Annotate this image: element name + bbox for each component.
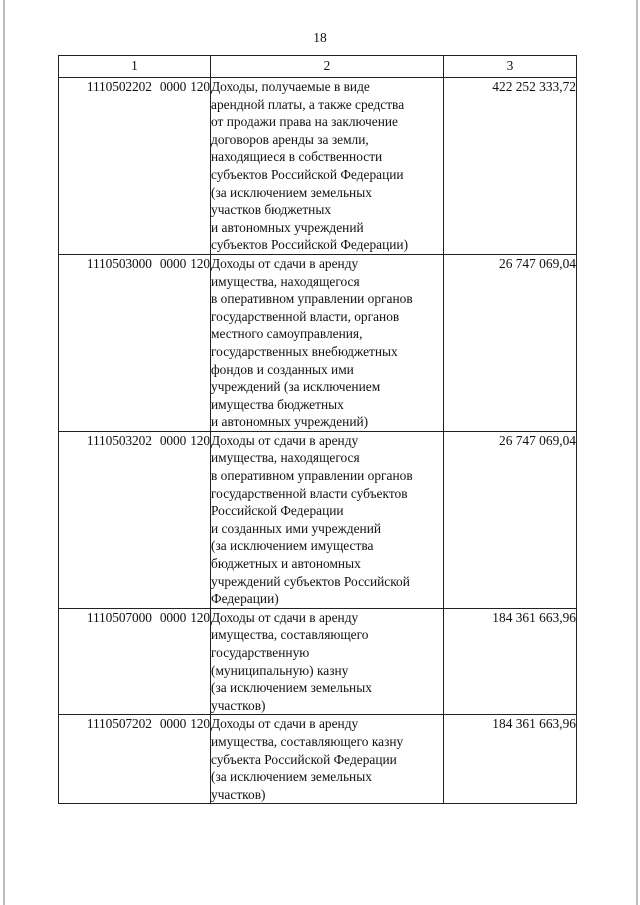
revenue-description — [211, 78, 444, 255]
description-line: Доходы, получаемые в виде — [211, 79, 370, 94]
revenue-description — [211, 431, 444, 608]
description-line: (за исключением земельных — [211, 680, 372, 696]
revenue-table — [58, 55, 577, 804]
revenue-kosgu: 120 — [190, 255, 210, 271]
table-header-row — [59, 56, 577, 78]
description-line: участков) — [211, 697, 266, 713]
description-line: государственную — [211, 645, 310, 660]
description-line: Доходы от сдачи в аренду — [211, 716, 359, 732]
column-header-code: 1 — [59, 56, 211, 78]
revenue-amount: 184 361 663,96 — [444, 608, 577, 715]
revenue-amount: 26 747 069,04 — [444, 254, 577, 431]
description-line: Доходы от сдачи в аренду — [211, 609, 359, 625]
description-line: имущества, составляющего казну — [211, 733, 404, 749]
revenue-code-cell — [59, 254, 211, 431]
page-number: 18 — [313, 30, 327, 45]
description-line: арендной платы, а также средства — [211, 96, 405, 112]
revenue-subcode: 0000 — [159, 716, 187, 732]
description-line: и автономных учреждений — [211, 219, 364, 235]
revenue-kosgu: 120 — [190, 609, 210, 625]
description-line: (муниципальную) казну — [211, 662, 349, 678]
revenue-code-cell — [59, 78, 211, 255]
table-body — [59, 78, 577, 804]
revenue-code-cell — [59, 715, 211, 804]
revenue-kosgu: 120 — [190, 432, 210, 448]
description-line: и созданных ими учреждений — [211, 520, 382, 536]
description-line: субъекта Российской Федерации — [211, 751, 397, 767]
revenue-amount: 26 747 069,04 — [444, 431, 577, 608]
description-line: субъектов Российской Федерации — [211, 166, 404, 182]
revenue-kosgu: 120 — [190, 716, 210, 732]
description-line: учреждений (за исключением — [211, 379, 381, 395]
revenue-description — [211, 254, 444, 431]
revenue-kosgu: 120 — [190, 79, 210, 94]
description-line: Федерации) — [211, 591, 279, 607]
description-line: государственной власти субъектов — [211, 485, 408, 501]
description-line: в оперативном управлении органов — [211, 291, 413, 307]
revenue-description — [211, 608, 444, 715]
revenue-code: 1110507202 — [86, 716, 152, 732]
description-line: Российской Федерации — [211, 503, 344, 519]
description-line: от продажи права на заключение — [211, 114, 398, 130]
table-row — [59, 715, 577, 804]
revenue-code: 1110503202 — [86, 432, 152, 448]
description-line: местного самоуправления, — [211, 326, 363, 342]
description-line: имущества, находящегося — [211, 450, 360, 466]
column-header-amount: 3 — [444, 56, 577, 78]
revenue-amount: 422 252 333,72 — [444, 78, 577, 255]
description-line: Доходы от сдачи в аренду — [211, 255, 359, 271]
description-line: (за исключением земельных — [211, 769, 372, 785]
table-row — [59, 431, 577, 608]
table-row — [59, 608, 577, 715]
revenue-code: 1110503000 — [86, 255, 152, 271]
description-line: в оперативном управлении органов — [211, 468, 413, 484]
description-line: (за исключением имущества — [211, 538, 374, 554]
revenue-code: 1110507000 — [86, 609, 152, 625]
revenue-subcode: 0000 — [159, 255, 187, 271]
description-line: учреждений субъектов Российской — [211, 573, 410, 589]
table-row — [59, 78, 577, 255]
description-line: имущества бюджетных — [211, 396, 344, 412]
description-line: субъектов Российской Федерации) — [211, 237, 409, 253]
description-line: имущества, составляющего — [211, 627, 369, 643]
revenue-amount: 184 361 663,96 — [444, 715, 577, 804]
description-line: и автономных учреждений) — [211, 414, 369, 430]
revenue-subcode: 0000 — [159, 609, 187, 625]
scan-edge-left — [3, 0, 5, 905]
description-line: имущества, находящегося — [211, 273, 360, 289]
description-line: (за исключением земельных — [211, 184, 372, 200]
description-line: государственной власти, органов — [211, 308, 400, 324]
description-line: государственных внебюджетных — [211, 343, 398, 359]
description-line: участков бюджетных — [211, 202, 332, 218]
description-line: договоров аренды за земли, — [211, 131, 369, 147]
description-line: находящиеся в собственности — [211, 149, 383, 165]
description-line: участков) — [211, 786, 266, 802]
revenue-code: 1110502202 — [86, 79, 152, 94]
revenue-subcode: 0000 — [159, 432, 187, 448]
description-line: бюджетных и автономных — [211, 556, 361, 572]
column-header-description: 2 — [211, 56, 444, 78]
scan-edge-right — [636, 0, 638, 905]
revenue-code-cell — [59, 608, 211, 715]
revenue-subcode: 0000 — [159, 79, 187, 94]
description-line: фондов и созданных ими — [211, 361, 354, 377]
revenue-code-cell — [59, 431, 211, 608]
table-row — [59, 254, 577, 431]
revenue-description — [211, 715, 444, 804]
description-line: Доходы от сдачи в аренду — [211, 432, 359, 448]
